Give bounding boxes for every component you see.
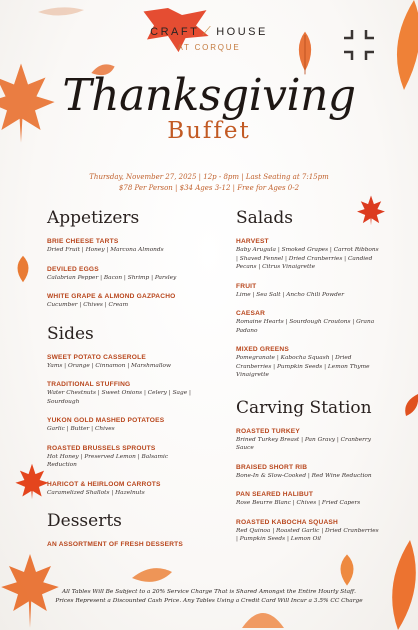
menu-item <box>47 265 197 283</box>
item-name: ROASTED KABOCHA SQUASH <box>236 518 338 526</box>
item-description: Water Chestnuts | Sweet Onions | Celery | Sage | Sourdough <box>47 390 191 405</box>
footer-service-charge: All Tables Will Be Subject to a 20% Service Charge That is Shared Amongst the Entire Hourly Staff. <box>61 589 356 595</box>
section-desserts <box>47 511 197 549</box>
menu-item <box>47 480 197 498</box>
section-title: Carving Station <box>236 397 372 418</box>
item-description: Brined Turkey Breast | Pan Gravy | Cranberry Sauce <box>236 436 371 451</box>
menu-item <box>236 463 380 481</box>
menu-item <box>236 237 380 272</box>
item-description: Caramelized Shallots | Hazelnuts <box>47 489 145 496</box>
menu-item <box>47 237 197 255</box>
item-description: Red Quinoa | Roasted Garlic | Dried Cranberries | Pumpkin Seeds | Lemon Oil <box>236 527 379 542</box>
item-name: AN ASSORTMENT OF FRESH DESSERTS <box>47 541 184 548</box>
item-name: CAESAR <box>236 310 266 317</box>
menu-item <box>236 490 380 508</box>
menu-item <box>47 292 197 310</box>
section-title: Appetizers <box>47 208 140 228</box>
section-title: Desserts <box>47 511 122 531</box>
item-description: Bone-In & Slow-Cooked | Red Wine Reduction <box>236 472 372 479</box>
menu-item <box>236 309 380 335</box>
section-title: Sides <box>47 323 94 344</box>
section-carving-station <box>236 398 380 544</box>
section-appetizers <box>47 208 197 310</box>
autumn-leaf-icon <box>334 552 360 588</box>
item-description: Romaine Hearts | Sourdough Croutons | Grana Padano <box>236 319 375 334</box>
item-description: Baby Arugula | Smoked Grapes | Carrot Ribbons | Shaved Fennel | Dried Cranberries | Candied Pecans | Citrus Vinaigrette <box>236 247 379 270</box>
item-name: HARICOT & HEIRLOOM CARROTS <box>47 480 161 488</box>
item-description: Rose Beurre Blanc | Chives | Fried Capers <box>236 500 361 506</box>
brand-name-left: CRAFT <box>150 26 200 38</box>
page-subtitle: Buffet <box>167 118 251 144</box>
autumn-leaf-icon <box>12 254 34 284</box>
wheat-icon: ⟋ <box>202 24 214 38</box>
menu-item <box>236 282 380 300</box>
item-description: Hot Honey | Preserved Lemon | Balsamic Reduction <box>47 453 169 468</box>
event-info <box>0 172 418 194</box>
menu-item <box>236 427 380 453</box>
right-column <box>236 208 380 554</box>
item-name: TRADITIONAL STUFFING <box>47 381 131 388</box>
menu-item <box>47 444 197 470</box>
item-description: Lime | Sea Salt | Ancho Chili Powder <box>236 291 345 298</box>
page-title: Thanksgiving <box>62 70 356 121</box>
autumn-leaf-icon <box>130 562 174 588</box>
item-name: ROASTED TURKEY <box>236 427 300 435</box>
item-name: FRUIT <box>236 282 257 290</box>
item-description: Yams | Orange | Cinnamon | Marshmallow <box>47 362 171 369</box>
item-name: ROASTED BRUSSELS SPROUTS <box>47 444 156 452</box>
autumn-leaf-icon <box>382 540 418 630</box>
left-column <box>47 208 197 559</box>
menu-item <box>236 518 380 544</box>
item-name: WHITE GRAPE & ALMOND GAZPACHO <box>47 293 176 300</box>
item-description: Dried Fruit | Honey | Marcona Almonds <box>47 247 164 253</box>
section-sides <box>47 324 197 498</box>
item-description: Calabrian Pepper | Bacon | Shrimp | Parsley <box>47 274 177 281</box>
menu-item <box>47 380 197 406</box>
item-name: HARVEST <box>236 238 269 245</box>
autumn-leaf-icon <box>400 392 418 418</box>
item-name: BRAISED SHORT RIB <box>236 463 308 471</box>
menu-item <box>236 345 380 380</box>
section-salads <box>236 208 380 380</box>
brand-name-right: HOUSE <box>216 26 268 38</box>
event-date-line: Thursday, November 27, 2025 | 12p - 8pm | Last Seating at 7:15pm <box>89 173 329 181</box>
menu-item <box>47 540 197 549</box>
item-name: SWEET POTATO CASSEROLE <box>47 353 146 361</box>
item-name: MIXED GREENS <box>236 346 289 353</box>
item-description: Garlic | Butter | Chives <box>47 426 115 432</box>
item-description: Cucumber | Chives | Cream <box>47 302 129 308</box>
menu-item <box>47 416 197 434</box>
item-name: DEVILED EGGS <box>47 265 99 273</box>
item-description: Pomegranate | Kabocha Squash | Dried Cranberries | Pumpkin Seeds | Lemon Thyme Vinaigrette <box>236 355 370 378</box>
brand-subtitle: AT CORQUE <box>177 43 241 52</box>
item-name: BRIE CHEESE TARTS <box>47 238 119 245</box>
item-name: YUKON GOLD MASHED POTATOES <box>47 417 165 424</box>
footer-cc-charge: Prices Represent a Discounted Cash Price. Any Tables Using a Credit Card Will Incur a 3.5% CC Charge <box>55 598 363 604</box>
menu-item <box>47 353 197 371</box>
item-name: PAN SEARED HALIBUT <box>236 491 314 498</box>
footer-notes <box>40 588 378 606</box>
section-title: Salads <box>236 208 293 228</box>
event-price-line: $78 Per Person | $34 Ages 3-12 | Free for Ages 0-2 <box>118 184 300 192</box>
bracket-corners-icon <box>342 28 376 62</box>
maple-leaf-icon <box>14 462 50 500</box>
autumn-leaf-icon <box>36 4 86 20</box>
